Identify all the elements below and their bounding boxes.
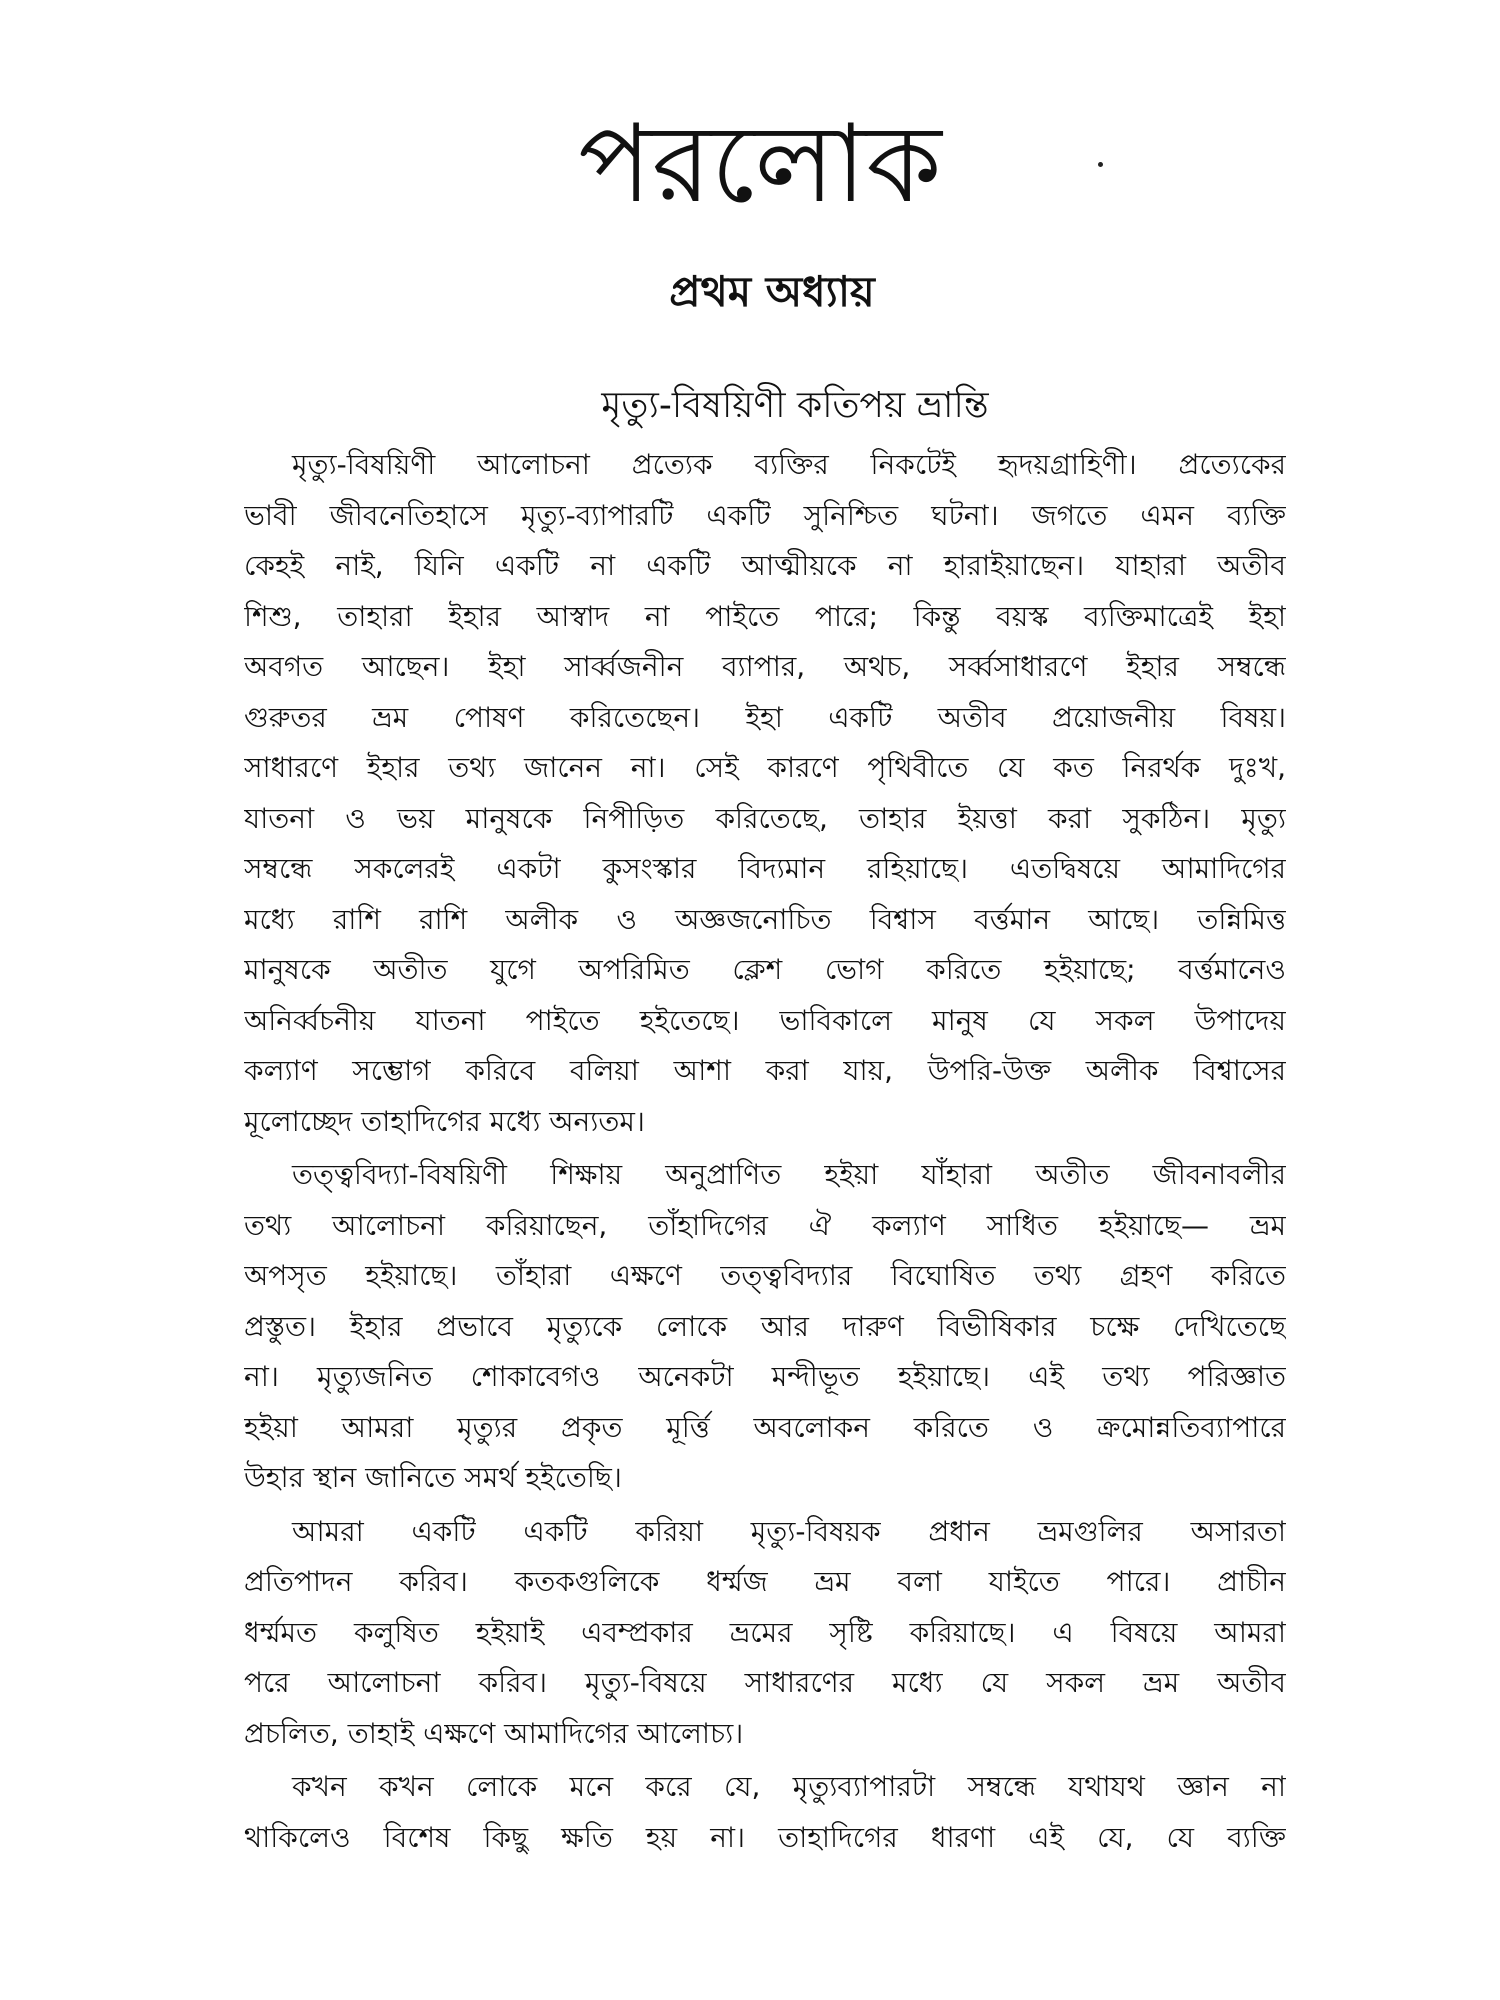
text-line: অবগত আছেন। ইহা সার্ব্বজনীন ব্যাপার, অথচ, সর্ব্বসাধারণে ইহার সম্বন্ধে	[244, 650, 1286, 683]
paragraph	[244, 1507, 1286, 1760]
text-line: তত্ত্ববিদ্যা-বিষয়িণী শিক্ষায় অনুপ্রাণিত হইয়া যাঁহারা অতীত জীবনাবলীর	[292, 1158, 1286, 1191]
paragraph	[244, 1762, 1286, 1863]
text-line: কেহই নাই, যিনি একটি না একটি আত্মীয়কে না হারাইয়াছেন। যাহারা অতীব	[244, 549, 1286, 582]
section-heading: মৃত্যু-বিষয়িণী কতিপয় ভ্রান্তি	[601, 385, 989, 426]
paragraph	[244, 1150, 1286, 1504]
text-line: সাধারণে ইহার তথ্য জানেন না। সেই কারণে পৃথিবীতে যে কত নিরর্থক দুঃখ,	[244, 751, 1286, 784]
text-line: সম্বন্ধে সকলেরই একটা কুসংস্কার বিদ্যমান রহিয়াছে। এতদ্বিষয়ে আমাদিগের	[244, 852, 1286, 885]
text-line: উহার স্থান জানিতে সমর্থ হইতেছি।	[244, 1461, 622, 1494]
text-line: মানুষকে অতীত যুগে অপরিমিত ক্লেশ ভোগ করিতে হইয়াছে; বর্ত্তমানেও	[244, 953, 1286, 986]
text-line: কল্যাণ সম্ভোগ করিবে বলিয়া আশা করা যায়, উপরি-উক্ত অলীক বিশ্বাসের	[244, 1054, 1286, 1087]
text-line: আমরা একটি একটি করিয়া মৃত্যু-বিষয়ক প্রধান ভ্রমগুলির অসারতা	[292, 1514, 1286, 1548]
text-line: শিশু, তাহারা ইহার আস্বাদ না পাইতে পারে; কিন্তু বয়স্ক ব্যক্তিমাত্রেই ইহা	[244, 599, 1286, 633]
chapter-heading: প্রথম অধ্যায়	[669, 267, 875, 316]
text-line: মূলোচ্ছেদ তাহাদিগের মধ্যে অন্যতম।	[244, 1104, 645, 1138]
text-line: অপসৃত হইয়াছে। তাঁহারা এক্ষণে তত্ত্ববিদ্যার বিঘোষিত তথ্য গ্রহণ করিতে	[244, 1259, 1286, 1292]
text-line: অনির্ব্বচনীয় যাতনা পাইতে হইতেছে। ভাবিকালে মানুষ যে সকল উপাদেয়	[244, 1003, 1286, 1037]
text-line: মধ্যে রাশি রাশি অলীক ও অজ্ঞজনোচিত বিশ্বাস বর্ত্তমান আছে। তন্নিমিত্ত	[244, 902, 1286, 936]
text-line: কখন কখন লোকে মনে করে যে, মৃত্যুব্যাপারটা সম্বন্ধে যথাযথ জ্ঞান না	[292, 1770, 1286, 1803]
text-line: প্রস্তুত। ইহার প্রভাবে মৃত্যুকে লোকে আর দারুণ বিভীষিকার চক্ষে দেখিতেছে	[244, 1309, 1286, 1343]
text-line: মৃত্যু-বিষয়িণী আলোচনা প্রত্যেক ব্যক্তির নিকটেই হৃদয়গ্রাহিণী। প্রত্যেকের	[292, 448, 1286, 481]
paragraph	[244, 440, 1286, 1147]
body-text	[244, 440, 1286, 1866]
page-title: পরলোক	[578, 102, 942, 227]
text-line: না। মৃত্যুজনিত শোকাবেগও অনেকটা মন্দীভূত হইয়াছে। এই তথ্য পরিজ্ঞাত	[244, 1360, 1286, 1393]
text-line: পরে আলোচনা করিব। মৃত্যু-বিষয়ে সাধারণের মধ্যে যে সকল ভ্রম অতীব	[244, 1666, 1286, 1699]
text-line: তথ্য আলোচনা করিয়াছেন, তাঁহাদিগের ঐ কল্যাণ সাধিত হইয়াছে— ভ্রম	[244, 1208, 1286, 1242]
text-line: গুরুতর ভ্রম পোষণ করিতেছেন। ইহা একটি অতীব প্রয়োজনীয় বিষয়।	[244, 700, 1286, 734]
text-line: ভাবী জীবনেতিহাসে মৃত্যু-ব্যাপারটি একটি সুনিশ্চিত ঘটনা। জগতে এমন ব্যক্তি	[244, 498, 1286, 532]
print-speck	[1098, 162, 1103, 167]
text-line: থাকিলেও বিশেষ কিছু ক্ষতি হয় না। তাহাদিগের ধারণা এই যে, যে ব্যক্তি	[244, 1820, 1286, 1854]
text-line: প্রচলিত, তাহাই এক্ষণে আমাদিগের আলোচ্য।	[244, 1716, 744, 1750]
text-line: যাতনা ও ভয় মানুষকে নিপীড়িত করিতেছে, তাহার ইয়ত্তা করা সুকঠিন। মৃত্যু	[244, 801, 1286, 835]
text-line: ধর্ম্মমত কলুষিত হইয়াই এবম্প্রকার ভ্রমের সৃষ্টি করিয়াছে। এ বিষয়ে আমরা	[244, 1615, 1286, 1649]
text-line: হইয়া আমরা মৃত্যুর প্রকৃত মূর্ত্তি অবলোকন করিতে ও ক্রমোন্নতিব্যাপারে	[244, 1410, 1286, 1444]
text-line: প্রতিপাদন করিব। কতকগুলিকে ধর্ম্মজ ভ্রম বলা যাইতে পারে। প্রাচীন	[244, 1565, 1286, 1598]
